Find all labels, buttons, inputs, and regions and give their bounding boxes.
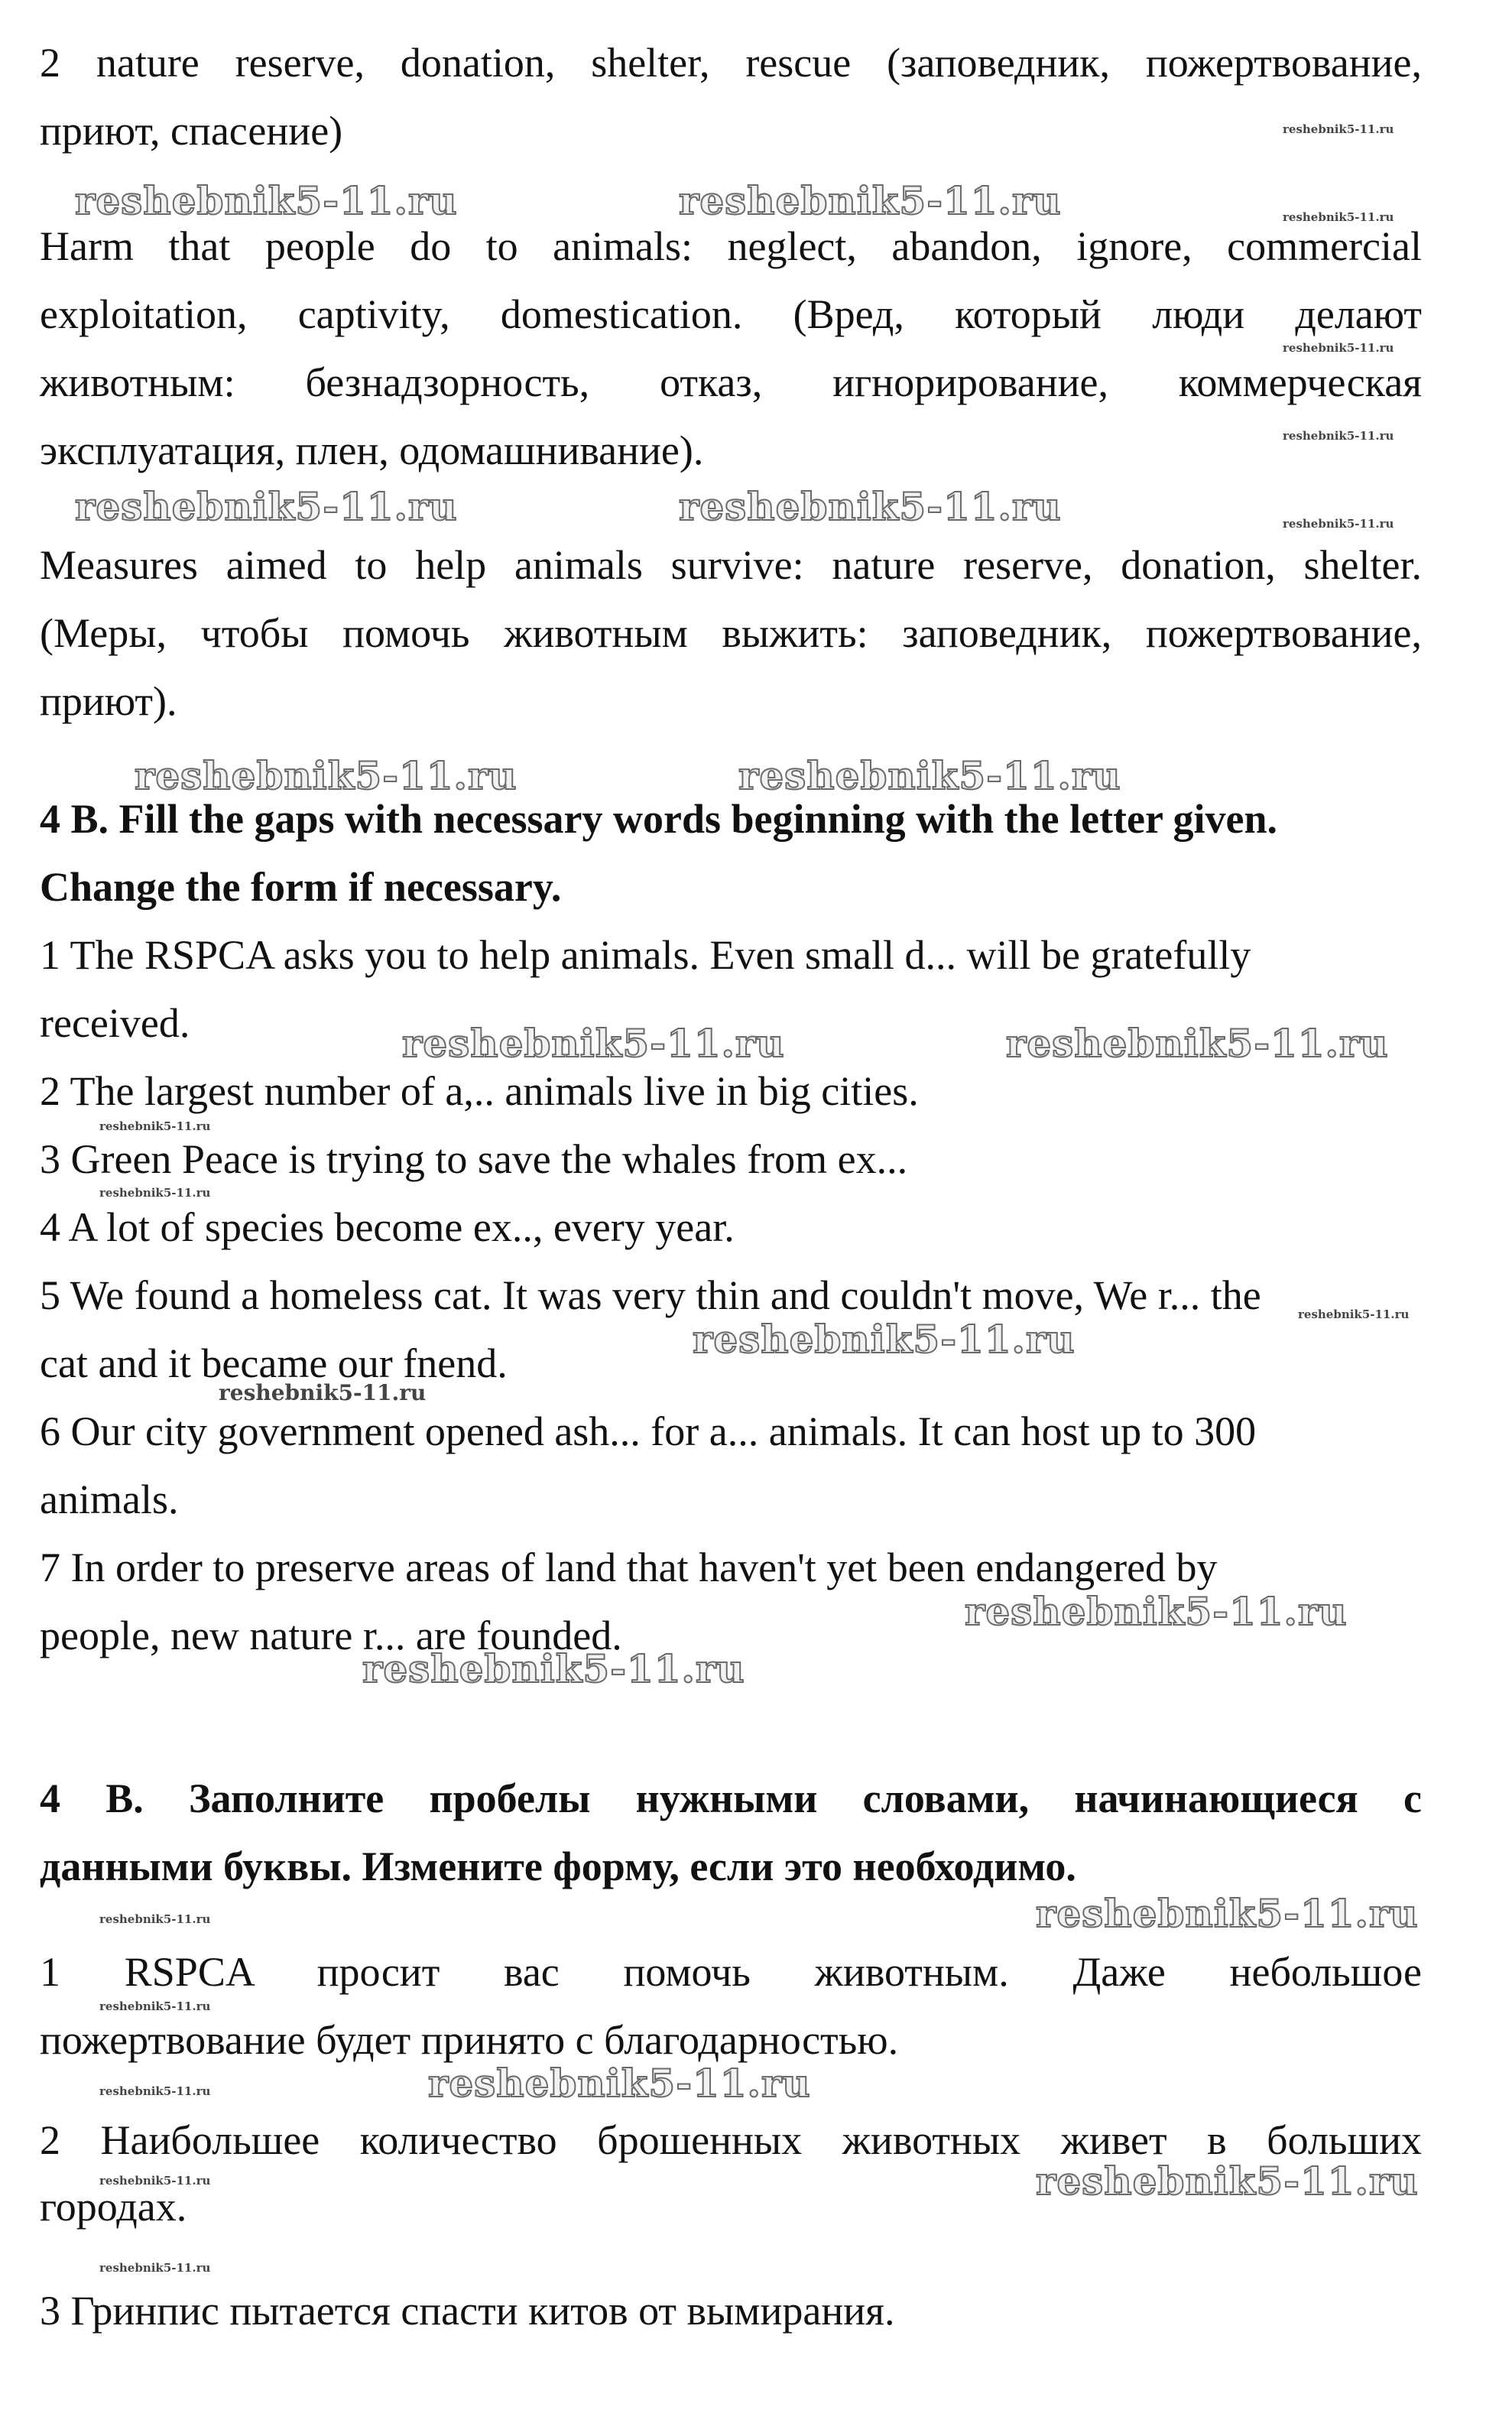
watermark-small: reshebnik5-11.ru	[1283, 429, 1394, 443]
watermark-small: reshebnik5-11.ru	[99, 2084, 211, 2098]
ru-item-1-line-1: 1 RSPCA просит вас помочь животным. Даже небольшое	[40, 1949, 1422, 1995]
answer-item-2-line-1: 2 nature reserve, donation, shelter, rescue (заповедник, пожертвование,	[40, 40, 1422, 86]
exercise-item-line: 5 We found a homeless cat. It was very thin and couldn't move, We r... the	[40, 1272, 1261, 1318]
watermark-large: reshebnik5-11.ru	[362, 1646, 745, 1691]
exercise-item-line: 3 Green Peace is trying to save the whales from ex...	[40, 1136, 908, 1182]
watermark-small: reshebnik5-11.ru	[99, 1912, 211, 1926]
exercise-4b-ru-heading-line-1: 4 В. Заполните пробелы нужными словами, начинающиеся с	[40, 1775, 1422, 1821]
exercise-item-line: animals.	[40, 1476, 179, 1522]
exercise-4b-heading-line-1: 4 B. Fill the gaps with necessary words beginning with the letter given.	[40, 796, 1277, 842]
measures-line: приют).	[40, 678, 177, 724]
watermark-small: reshebnik5-11.ru	[1283, 122, 1394, 136]
exercise-item-line: 2 The largest number of a,.. animals live in big cities.	[40, 1068, 919, 1114]
watermark-large: reshebnik5-11.ru	[1036, 2159, 1419, 2204]
watermark-large: reshebnik5-11.ru	[679, 178, 1062, 223]
watermark-small: reshebnik5-11.ru	[1298, 1307, 1410, 1321]
exercise-item-line: 4 A lot of species become ex.., every year.	[40, 1204, 735, 1250]
harm-line: животным: безнадзорность, отказ, игнорирование, коммерческая	[40, 359, 1422, 405]
exercise-4b-heading	[40, 785, 1422, 921]
exercise-4b-ru-heading	[40, 1765, 1422, 1901]
ru-item-2-line-2: городах.	[40, 2184, 187, 2230]
watermark-large: reshebnik5-11.ru	[75, 178, 458, 223]
harm-line: exploitation, captivity, domestication. (Вред, который люди делают	[40, 291, 1422, 337]
harm-paragraph	[40, 210, 1422, 485]
watermark-large: reshebnik5-11.ru	[428, 2061, 811, 2106]
watermark-large: reshebnik5-11.ru	[965, 1589, 1348, 1634]
watermark-large: reshebnik5-11.ru	[402, 1021, 785, 1066]
watermark-small: reshebnik5-11.ru	[99, 2174, 211, 2188]
exercise-item-line: 6 Our city government opened ash... for a... animals. It can host up to 300	[40, 1408, 1257, 1454]
harm-line: эксплуатация, плен, одомашнивание).	[40, 427, 704, 473]
exercise-4b-ru-heading-line-2: данными буквы. Измените форму, если это необходимо.	[40, 1843, 1076, 1889]
ru-item-2-line-1: 2 Наибольшее количество брошенных животных живет в больших	[40, 2117, 1422, 2163]
exercise-4b-heading-line-2: Change the form if necessary.	[40, 864, 562, 910]
watermark-small: reshebnik5-11.ru	[1283, 210, 1394, 224]
answer-item-2-line-2: приют, спасение)	[40, 108, 343, 154]
exercise-item-line: cat and it became our fnend.	[40, 1340, 508, 1386]
watermark-small: reshebnik5-11.ru	[99, 1186, 211, 1200]
exercise-item-line: received.	[40, 1000, 190, 1046]
watermark-small: reshebnik5-11.ru	[1283, 341, 1394, 355]
watermark-large: reshebnik5-11.ru	[1006, 1021, 1389, 1066]
watermark-large: reshebnik5-11.ru	[1036, 1891, 1419, 1936]
watermark-small: reshebnik5-11.ru	[219, 1380, 427, 1405]
exercise-item-line: people, new nature r... are founded.	[40, 1613, 622, 1658]
watermark-small: reshebnik5-11.ru	[99, 2261, 211, 2275]
ru-item-1	[40, 1938, 1422, 2074]
watermark-large: reshebnik5-11.ru	[75, 484, 458, 529]
measures-line: Measures aimed to help animals survive: nature reserve, donation, shelter.	[40, 542, 1422, 588]
watermark-small: reshebnik5-11.ru	[1283, 517, 1394, 531]
watermark-large: reshebnik5-11.ru	[693, 1317, 1076, 1362]
ru-item-3-line: 3 Гринпис пытается спасти китов от вымирания.	[40, 2288, 895, 2334]
harm-line: Harm that people do to animals: neglect, abandon, ignore, commercial	[40, 223, 1422, 269]
watermark-small: reshebnik5-11.ru	[99, 1999, 211, 2013]
watermark-small: reshebnik5-11.ru	[99, 1119, 211, 1133]
watermark-large: reshebnik5-11.ru	[679, 484, 1062, 529]
measures-paragraph	[40, 531, 1422, 736]
ru-item-3	[40, 2277, 1422, 2345]
ru-item-1-line-2: пожертвование будет принято с благодарностью.	[40, 2017, 899, 2063]
measures-line: (Меры, чтобы помочь животным выжить: заповедник, пожертвование,	[40, 610, 1422, 656]
answer-item-2	[40, 29, 1422, 165]
exercise-item-line: 7 In order to preserve areas of land that haven't yet been endangered by	[40, 1545, 1218, 1590]
watermark-large: reshebnik5-11.ru	[135, 753, 518, 798]
exercise-item-line: 1 The RSPCA asks you to help animals. Even small d... will be gratefully	[40, 932, 1251, 978]
watermark-large: reshebnik5-11.ru	[738, 753, 1121, 798]
